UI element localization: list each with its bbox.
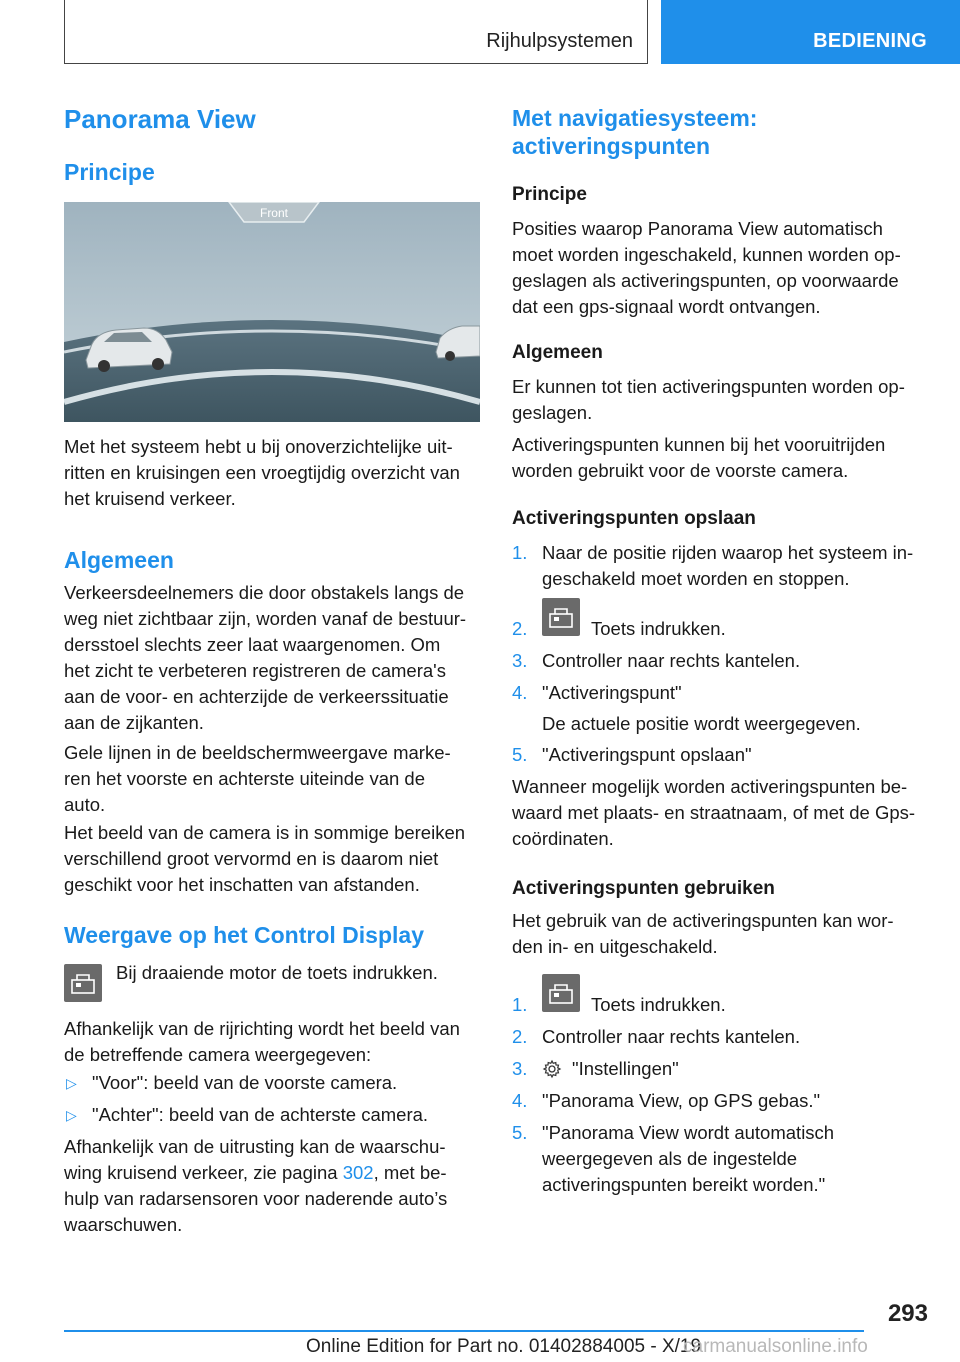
bullet-marker: ▷ [66,1107,77,1123]
use-step-1: Toets indrukken. [591,994,726,1015]
save-step-number: 2. [512,618,528,639]
save-step-1: Naar de positie rijden waarop het systeem in- geschakeld moet worden en stoppen. [542,542,914,589]
right-general-paragraph-1: Er kunnen tot tien activeringspunten worden op- geslagen. [512,376,905,423]
page-title: Panorama View [64,104,256,134]
use-step-5: "Panorama View wordt automatisch weergegeven als de ingestelde activeringspunten bereikt worden." [542,1122,835,1195]
save-step-2: Toets indrukken. [591,618,726,639]
bullet-rear: "Achter": beeld van de achterste camera. [92,1104,429,1125]
watermark: carmanualsonline.info [683,1336,868,1357]
save-step-3: Controller naar rechts kantelen. [542,650,801,671]
save-after-paragraph: Wanneer mogelijk worden activeringspunten be- waard met plaats- en straatnaam, of met de Gps- coördinaten. [512,776,916,849]
use-step-3: "Instellingen" [572,1058,679,1079]
page-number: 293 [887,1300,928,1327]
display-button-text: Bij draaiende motor de toets indrukken. [116,962,438,983]
header-section-box [64,0,648,64]
final-paragraph: Afhankelijk van de uitrusting kan de waarschu- wing kruisend verkeer, zie pagina 302, met be- hulp van radarsensoren voor naderende auto’s waarschuwen. [64,1136,448,1235]
bullet-front: "Voor": beeld van de voorste camera. [92,1072,398,1093]
right-principle-heading: Principe [512,184,587,205]
right-general-heading: Algemeen [512,342,603,363]
panorama-camera-image [64,202,480,422]
save-step-4: "Activeringspunt" De actuele positie wordt weergegeven. [542,682,861,734]
camera-button-icon [542,974,580,1012]
use-step-number: 5. [512,1122,528,1143]
save-heading: Activeringspunten opslaan [512,508,756,529]
use-step-number: 1. [512,994,528,1015]
gear-icon [542,1059,562,1079]
front-label: Front [259,206,289,220]
display-paragraph: Afhankelijk van de rijrichting wordt het beeld van de betreffende camera weergegeven: [64,1018,460,1065]
header-chapter-title: BEDIENING [813,30,927,52]
use-paragraph: Het gebruik van de activeringspunten kan wor- den in- en uitgeschakeld. [512,910,894,957]
general-paragraph-1: Verkeersdeelnemers die door obstakels langs de weg niet zichtbaar zijn, worden vanaf de bestuur- dersstoel slechts zeer laat waargenomen. Om het zicht te verbeteren registreren de camera's aan de voor- en achterzijde de verkeerssituatie aan de zijkanten. [64,582,467,733]
save-step-number: 5. [512,744,528,765]
bullet-marker: ▷ [66,1075,77,1091]
right-general-paragraph-2: Activeringspunten kunnen bij het vooruitrijden worden gebruikt voor de voorste camera. [512,434,886,481]
save-step-number: 4. [512,682,528,703]
save-step-number: 1. [512,542,528,563]
display-heading: Weergave op het Control Display [64,922,424,948]
use-step-number: 4. [512,1090,528,1111]
header-section-title: Rijhulpsystemen [486,30,633,52]
use-step-2: Controller naar rechts kantelen. [542,1026,801,1047]
right-principle-paragraph: Posities waarop Panorama View automatisch moet worden ingeschakeld, kunnen worden op- geslagen als activeringspunten, op voorwaarde dat een gps-signaal wordt ontvangen. [512,218,901,317]
use-step-4: "Panorama View, op GPS gebas." [542,1090,821,1111]
use-step-number: 3. [512,1058,528,1079]
save-step-5: "Activeringspunt opslaan" [542,744,752,765]
page-link-302[interactable]: 302 [342,1162,374,1183]
general-heading: Algemeen [64,547,174,573]
use-step-number: 2. [512,1026,528,1047]
camera-button-icon [542,598,580,636]
camera-button-icon [64,964,102,1002]
footer-edition: Online Edition for Part no. 01402884005 - X/19 [306,1336,702,1357]
header-chapter-tab [661,0,960,64]
general-paragraph-3: Het beeld van de camera is in sommige bereiken verschillend groot vervormd en is daarom niet geschikt voor het inschatten van afstanden. [64,822,466,895]
footer-divider [64,1330,864,1332]
save-step-number: 3. [512,650,528,671]
use-heading: Activeringspunten gebruiken [512,878,775,899]
general-paragraph-2: Gele lijnen in de beeldschermweergave marke- ren het voorste en achterste uiteinde van de auto. [64,742,451,815]
intro-paragraph: Met het systeem hebt u bij onoverzichtelijke uit- ritten en kruisingen een vroegtijdig overzicht van het kruisend verkeer. [64,436,460,509]
right-title: Met navigatiesysteem: activeringspunten [512,105,758,159]
principle-heading: Principe [64,159,155,185]
